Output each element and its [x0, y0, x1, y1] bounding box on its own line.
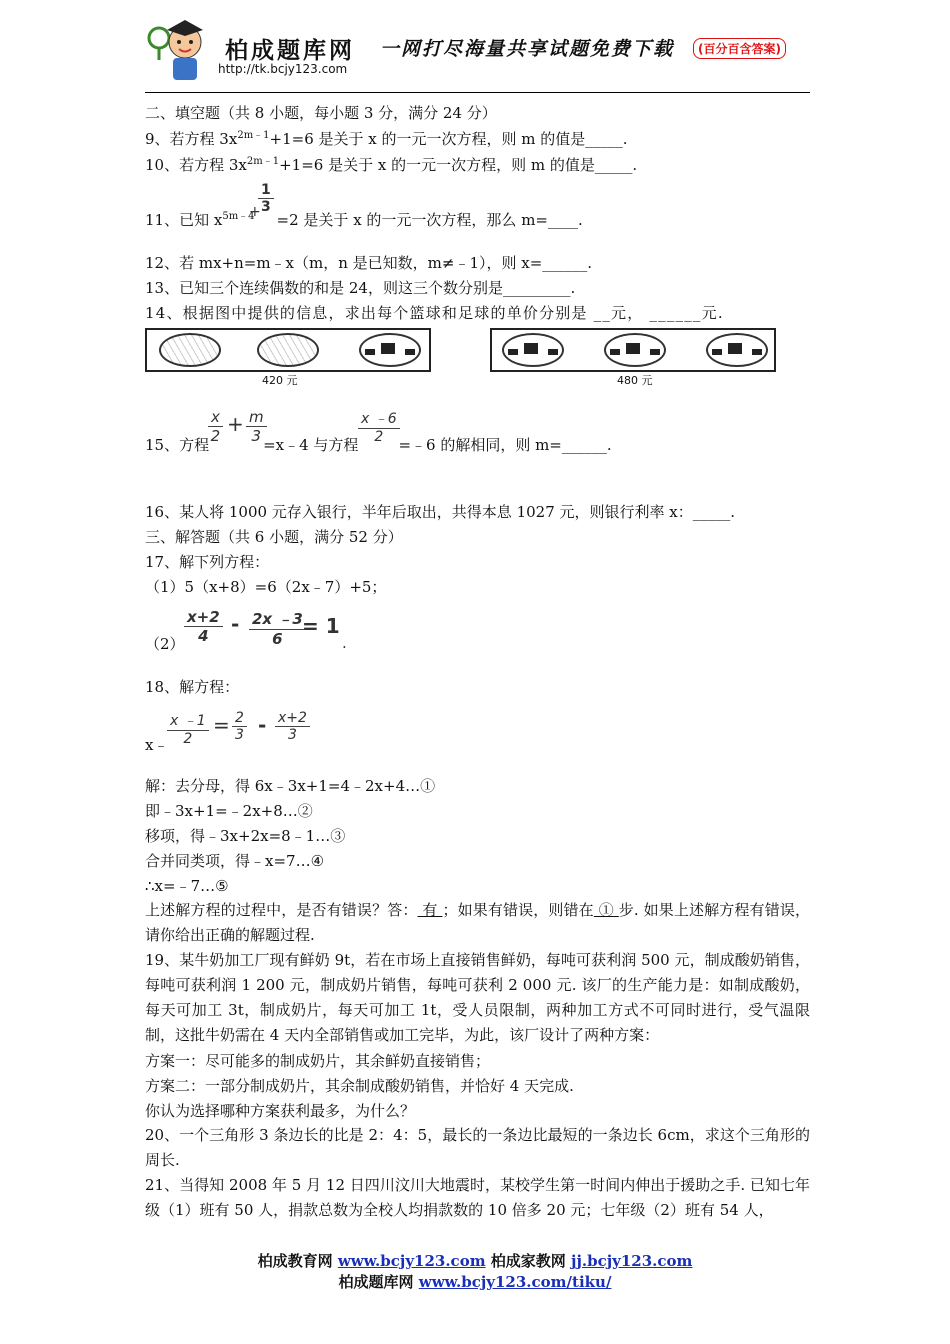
question-21: 21、当得知 2008 年 5 月 12 日四川汶川大地震时，某校学生第一时间内伸出于援助之手. 已知七年级（1）班有 50 人，捐款总数为全校人均捐款数的 10 倍多 20 元；七年级（2）班有 54 人， [145, 1176, 810, 1219]
q18-equals: = [213, 713, 230, 737]
page-header [145, 10, 810, 93]
q18-x-prefix: x﹣ [145, 736, 169, 754]
footer-line-2 [0, 1271, 950, 1292]
q10-text: 10、若方程 3x [145, 156, 247, 174]
q15-fraction-3 [358, 408, 400, 445]
soccer-figure [490, 328, 776, 372]
soccer-ball-icon [706, 333, 768, 367]
q11-frac-den: 3 [261, 199, 271, 215]
q18-answer-1: 有 [417, 901, 443, 919]
q15-fraction-1 [208, 408, 223, 445]
q15-text-end: =﹣6 的解相同，则 m=______. [398, 436, 612, 454]
question-20: 20、一个三角形 3 条边长的比是 2：4：5，最长的一条边比最短的一条边长 6cm，求这个三角形的周长. [145, 1126, 810, 1169]
q9-text: 9、若方程 3x [145, 130, 238, 148]
soccer-ball-icon [604, 333, 666, 367]
q18-answer-2: ① [593, 901, 619, 919]
q17-f1-num: x+2 [184, 608, 223, 627]
q17-fraction-2 [249, 608, 306, 648]
q17-period: . [342, 634, 347, 652]
footer-label-2: 柏成家教网 [485, 1252, 572, 1270]
solution-step-3: 移项，得﹣3x+2x=8﹣1…③ [145, 827, 346, 845]
basketball-icon [159, 333, 221, 367]
q18-minus: - [258, 713, 267, 737]
q18-fraction-3 [275, 710, 310, 743]
section-3-heading: 三、解答题（共 6 小题，满分 52 分） [145, 528, 403, 546]
figure-price-2: 480 元 [617, 374, 653, 387]
q11-text: 11、已知 x [145, 211, 223, 229]
solution-step-4: 合并同类项，得﹣x=7…④ [145, 852, 325, 870]
question-11 [145, 210, 583, 230]
question-9 [145, 129, 628, 149]
footer-link-bcjy[interactable]: www.bcjy123.com [337, 1252, 486, 1270]
soccer-ball-icon [502, 333, 564, 367]
basketball-figure [145, 328, 431, 372]
question-16: 16、某人将 1000 元存入银行，半年后取出，共得本息 1027 元，则银行利率 x：_____. [145, 503, 736, 521]
q17-f2-num: 2x ﹣3 [249, 608, 306, 630]
q18-f1-num: x ﹣1 [167, 710, 209, 731]
question-14: 14、根据图中提供的信息，求出每个篮球和足球的单价分别是 __元， ______元. [145, 304, 724, 322]
q15-text: 15、方程 [145, 436, 210, 454]
answer-badge: (百分百含答案) [693, 38, 786, 59]
plan-2: 方案二：一部分制成奶片，其余制成酸奶销售，并恰好 4 天完成. [145, 1077, 574, 1095]
q15-f2-num: m [246, 408, 267, 427]
q18-prompt-end: 步. 如果上述解方程有错误，请你给出正确的解题过程. [145, 901, 810, 944]
header-url: http://tk.bcjy123.com [218, 62, 348, 76]
q18-f3-num: x+2 [275, 710, 310, 727]
solution-step-2: 即﹣3x+1=﹣2x+8…② [145, 802, 313, 820]
solution-step-5: ∴x=﹣7…⑤ [145, 877, 229, 895]
q17-equals: = 1 [302, 614, 340, 638]
q9-text-end: +1=6 是关于 x 的一元一次方程，则 m 的值是_____. [269, 130, 628, 148]
mascot-logo-icon [145, 16, 215, 84]
q18-f3-den: 3 [288, 727, 297, 743]
q17-f2-den: 6 [272, 630, 283, 648]
q18-fraction-2 [232, 710, 247, 743]
question-17: 17、解下列方程： [145, 553, 270, 571]
q15-fraction-2 [246, 408, 267, 445]
question-19: 19、某牛奶加工厂现有鲜奶 9t，若在市场上直接销售鲜奶，每吨可获利润 500 元，制成酸奶销售，每吨可获利润 1 200 元，制成奶片销售，每吨可获利 2 000 元. 该厂的生产能力是：如制成酸奶，每天可加工 3t，制成奶片，每天可加工 1t，受人员限制，两种加工方式不可同时进行，受气温限制，这批牛奶需在 4 天内全部销售或加工完毕，为此，该厂设计了两种方案： [145, 951, 810, 1044]
q15-f3-den: 2 [374, 429, 384, 445]
question-13: 13、已知三个连续偶数的和是 24，则这三个数分别是_________. [145, 279, 576, 297]
q15-f1-den: 2 [210, 427, 221, 445]
q18-fraction-1 [167, 710, 209, 747]
q18-f1-den: 2 [183, 731, 193, 747]
q15-f3-num: x ﹣6 [358, 408, 400, 429]
q15-f1-num: x [208, 408, 223, 427]
footer-link-tiku[interactable]: www.bcjy123.com/tiku/ [418, 1273, 612, 1291]
q10-exponent: 2m﹣1 [246, 156, 280, 167]
q9-exponent: 2m﹣1 [237, 130, 270, 141]
section-2-heading: 二、填空题（共 8 小题，每小题 3 分，满分 24 分） [145, 104, 497, 122]
plan-question: 你认为选择哪种方案获利最多，为什么？ [145, 1102, 416, 1120]
question-10 [145, 155, 637, 175]
basketball-icon [257, 333, 319, 367]
soccer-ball-icon [359, 333, 421, 367]
brand-slogan: 一网打尽海量共享试题免费下载 [380, 38, 675, 60]
question-18-prompt [145, 898, 810, 948]
footer-link-jj[interactable]: jj.bcjy123.com [571, 1252, 693, 1270]
q17-minus: - [231, 612, 240, 636]
question-12: 12、若 mx+n=m﹣x（m，n 是已知数，m≠﹣1），则 x=______. [145, 254, 593, 272]
q18-f2-den: 3 [235, 727, 244, 743]
q18-f2-num: 2 [232, 710, 247, 727]
figure-price-1: 420 元 [262, 374, 298, 387]
brand-title: 柏成题库网 [225, 38, 355, 64]
footer-label-3: 柏成题库网 [338, 1273, 419, 1291]
q11-frac-num: 1 [258, 182, 274, 199]
q15-f2-den: 3 [251, 427, 262, 445]
question-17-part-2: （2） [145, 635, 185, 653]
footer-line-1 [0, 1250, 950, 1271]
q17-fraction-1 [184, 608, 223, 645]
q11-exponent: 5m﹣4 [222, 211, 255, 222]
q11-text-end: =2 是关于 x 的一元一次方程，那么 m=____. [276, 211, 583, 229]
q15-text-mid: =x﹣4 与方程 [263, 436, 359, 454]
plan-1: 方案一：尽可能多的制成奶片，其余鲜奶直接销售； [145, 1052, 491, 1070]
q10-text-end: +1=6 是关于 x 的一元一次方程，则 m 的值是_____. [279, 156, 638, 174]
q18-prompt-text: 上述解方程的过程中，是否有错误？答： [145, 901, 418, 919]
q11-plus: + [249, 204, 261, 220]
question-18: 18、解方程： [145, 678, 240, 696]
question-17-part-1: （1）5（x+8）=6（2x﹣7）+5； [145, 578, 387, 596]
q18-prompt-mid: ；如果有错误，则错在 [442, 901, 594, 919]
footer-label-1: 柏成教育网 [257, 1252, 338, 1270]
solution-step-1: 解：去分母，得 6x﹣3x+1=4﹣2x+4…① [145, 777, 436, 795]
q17-f1-den: 4 [198, 627, 209, 645]
q15-plus: + [227, 412, 244, 436]
